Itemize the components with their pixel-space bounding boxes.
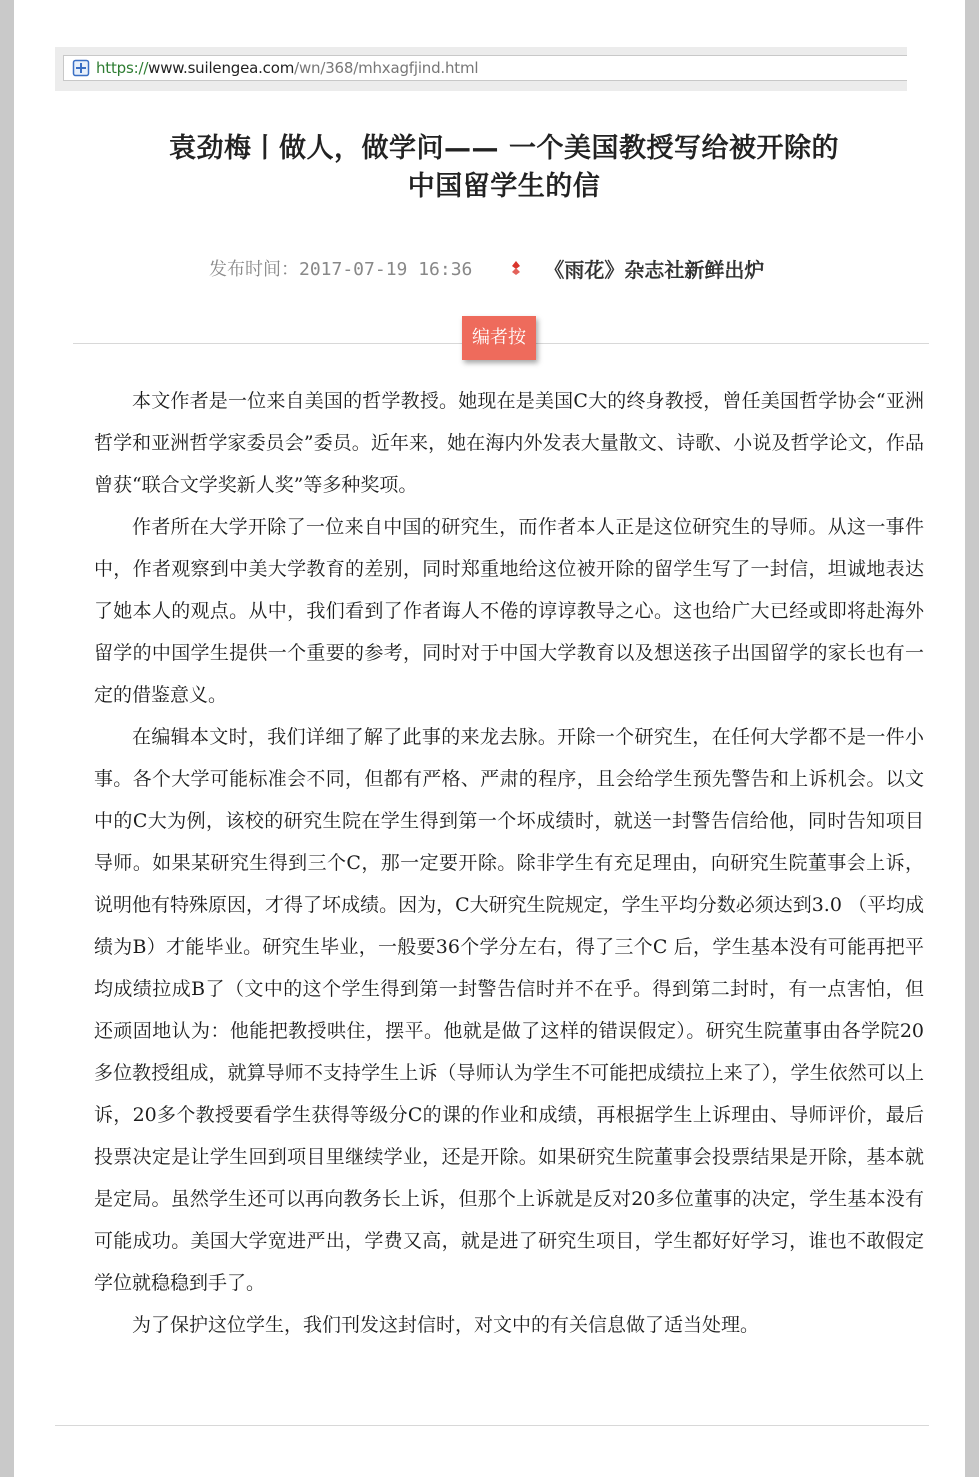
page-frame	[14, 0, 965, 1477]
article-title	[69, 130, 939, 206]
url-field[interactable]	[63, 55, 907, 81]
publish-time: 发布时间：2017-07-19 16:36	[209, 259, 473, 280]
url-path: /wn/368/mhxagfjind.html	[294, 59, 479, 77]
page-icon	[72, 59, 90, 77]
url-host: www.suilengea.com	[148, 59, 295, 77]
paragraph: 作者所在大学开除了一位来自中国的研究生，而作者本人正是这位研究生的导师。从这一事件中，作者观察到中美大学教育的差别，同时郑重地给这位被开除的留学生写了一封信，坦诚地表达了她本人的观点。从中，我们看到了作者诲人不倦的谆谆教导之心。这也给广大已经或即将赴海外留学的中国学生提供一个重要的参考，同时对于中国大学教育以及想送孩子出国留学的家长也有一定的借鉴意义。	[94, 516, 924, 706]
article-meta	[209, 252, 764, 284]
paragraph: 为了保护这位学生，我们刊发这封信时，对文中的有关信息做了适当处理。	[132, 1314, 760, 1336]
left-margin	[0, 0, 14, 1477]
address-bar	[55, 47, 907, 91]
title-line-1: 袁劲梅丨做人，做学问—— 一个美国教授写给被开除的	[169, 133, 839, 164]
paragraph: 在编辑本文时，我们详细了解了此事的来龙去脉。开除一个研究生，在任何大学都不是一件小事。各个大学可能标准会不同，但都有严格、严肃的程序，且会给学生预先警告和上诉机会。以文中的C大为例，该校的研究生院在学生得到第一个坏成绩时，就送一封警告信给他，同时告知项目导师。如果某研究生得到三个C，那一定要开除。除非学生有充足理由，向研究生院董事会上诉，说明他有特殊原因，才得了坏成绩。因为，C大研究生院规定，学生平均分数必须达到3.0 （平均成绩为B）才能毕业。研究生毕业，一般要36个学分左右，得了三个C 后，学生基本没有可能再把平均成绩拉成B了（文中的这个学生得到第一封警告信时并不在乎。得到第二封时，有一点害怕，但还顽固地认为：他能把教授哄住，摆平。他就是做了这样的错误假定）。研究生院董事由各学院20多位教授组成，就算导师不支持学生上诉（导师认为学生不可能把成绩拉上来了），学生依然可以上诉，20多个教授要看学生获得等级分C的课的作业和成绩，再根据学生上诉理由、导师评价，最后投票决定是让学生回到项目里继续学业，还是开除。如果研究生院董事会投票结果是开除，基本就是定局。虽然学生还可以再向教务长上诉，但那个上诉就是反对20多位董事的决定，学生基本没有可能成功。美国大学宽进严出，学费又高，就是进了研究生项目，学生都好好学习，谁也不敢假定学位就稳稳到手了。	[94, 726, 924, 1294]
article-body	[94, 380, 924, 1346]
right-margin	[965, 0, 979, 1477]
article-source[interactable]: 《雨花》杂志社新鲜出炉	[544, 257, 765, 282]
title-line-2: 中国留学生的信	[407, 171, 601, 202]
editor-note-tag: 编者按	[462, 316, 536, 360]
url-text[interactable]	[96, 59, 478, 77]
url-scheme: https://	[96, 59, 149, 77]
source-marker-icon	[510, 260, 522, 276]
paragraph: 本文作者是一位来自美国的哲学教授。她现在是美国C大的终身教授，曾任美国哲学协会“亚洲哲学和亚洲哲学家委员会”委员。近年来，她在海内外发表大量散文、诗歌、小说及哲学论文，作品曾获“联合文学奖新人奖”等多种奖项。	[94, 390, 924, 496]
divider-bottom	[55, 1425, 929, 1426]
